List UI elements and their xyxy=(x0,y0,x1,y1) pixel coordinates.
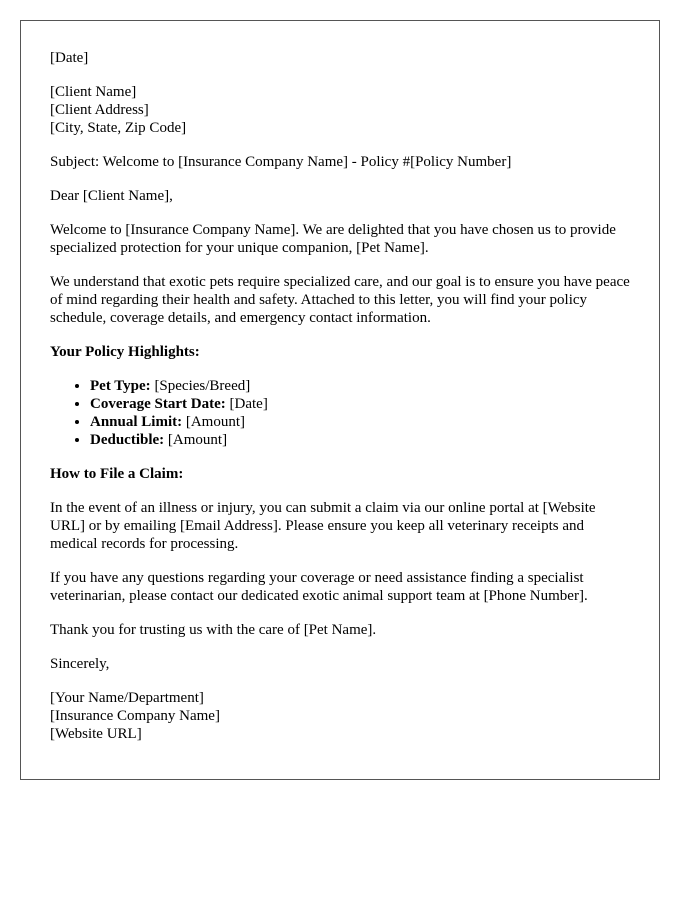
highlight-value: [Amount] xyxy=(164,432,228,448)
support-paragraph: If you have any questions regarding your coverage or need assistance finding a specialist veterinarian, please contact our dedicated exotic animal support team at [Phone Number]. xyxy=(50,570,588,604)
highlight-label: Deductible: xyxy=(90,432,165,448)
letter-closing: Sincerely, xyxy=(50,656,110,672)
welcome-paragraph: Welcome to [Insurance Company Name]. We are delighted that you have chosen us to provide specialized protection for your unique companion, [Pet Name]. xyxy=(50,222,616,256)
letter-page xyxy=(20,20,660,780)
highlight-deductible xyxy=(90,431,630,449)
highlight-label: Pet Type: xyxy=(90,378,151,394)
letter-date: [Date] xyxy=(50,50,89,66)
highlight-pet-type xyxy=(90,377,630,395)
highlight-value: [Amount] xyxy=(182,414,246,430)
claim-paragraph: In the event of an illness or injury, you can submit a claim via our online portal at [Website URL] or by emailing [Email Address]. Please ensure you keep all veterinary receipts and medical records for processing. xyxy=(50,500,596,552)
signature-company: [Insurance Company Name] xyxy=(50,708,220,724)
highlight-annual-limit xyxy=(90,413,630,431)
highlight-coverage-start-date xyxy=(90,395,630,413)
highlight-label: Annual Limit: xyxy=(90,414,183,430)
thank-you-paragraph: Thank you for trusting us with the care of [Pet Name]. xyxy=(50,622,377,638)
recipient-address: [Client Address] xyxy=(50,102,149,118)
highlight-label: Coverage Start Date: xyxy=(90,396,226,412)
policy-highlights-list xyxy=(50,377,630,449)
highlight-value: [Date] xyxy=(225,396,268,412)
recipient-city-state-zip: [City, State, Zip Code] xyxy=(50,120,187,136)
recipient-address-block xyxy=(50,83,630,137)
policy-highlights-heading: Your Policy Highlights: xyxy=(50,344,200,360)
letter-salutation: Dear [Client Name], xyxy=(50,188,173,204)
file-claim-heading: How to File a Claim: xyxy=(50,466,184,482)
care-paragraph: We understand that exotic pets require specialized care, and our goal is to ensure you have peace of mind regarding their health and safety. Attached to this letter, you will find your policy schedule, coverage details, and emergency contact information. xyxy=(50,274,630,326)
signature-name-department: [Your Name/Department] xyxy=(50,690,204,706)
recipient-name: [Client Name] xyxy=(50,84,137,100)
signature-block xyxy=(50,689,630,743)
highlight-value: [Species/Breed] xyxy=(150,378,251,394)
letter-subject: Subject: Welcome to [Insurance Company Name] - Policy #[Policy Number] xyxy=(50,154,512,170)
signature-website: [Website URL] xyxy=(50,726,142,742)
